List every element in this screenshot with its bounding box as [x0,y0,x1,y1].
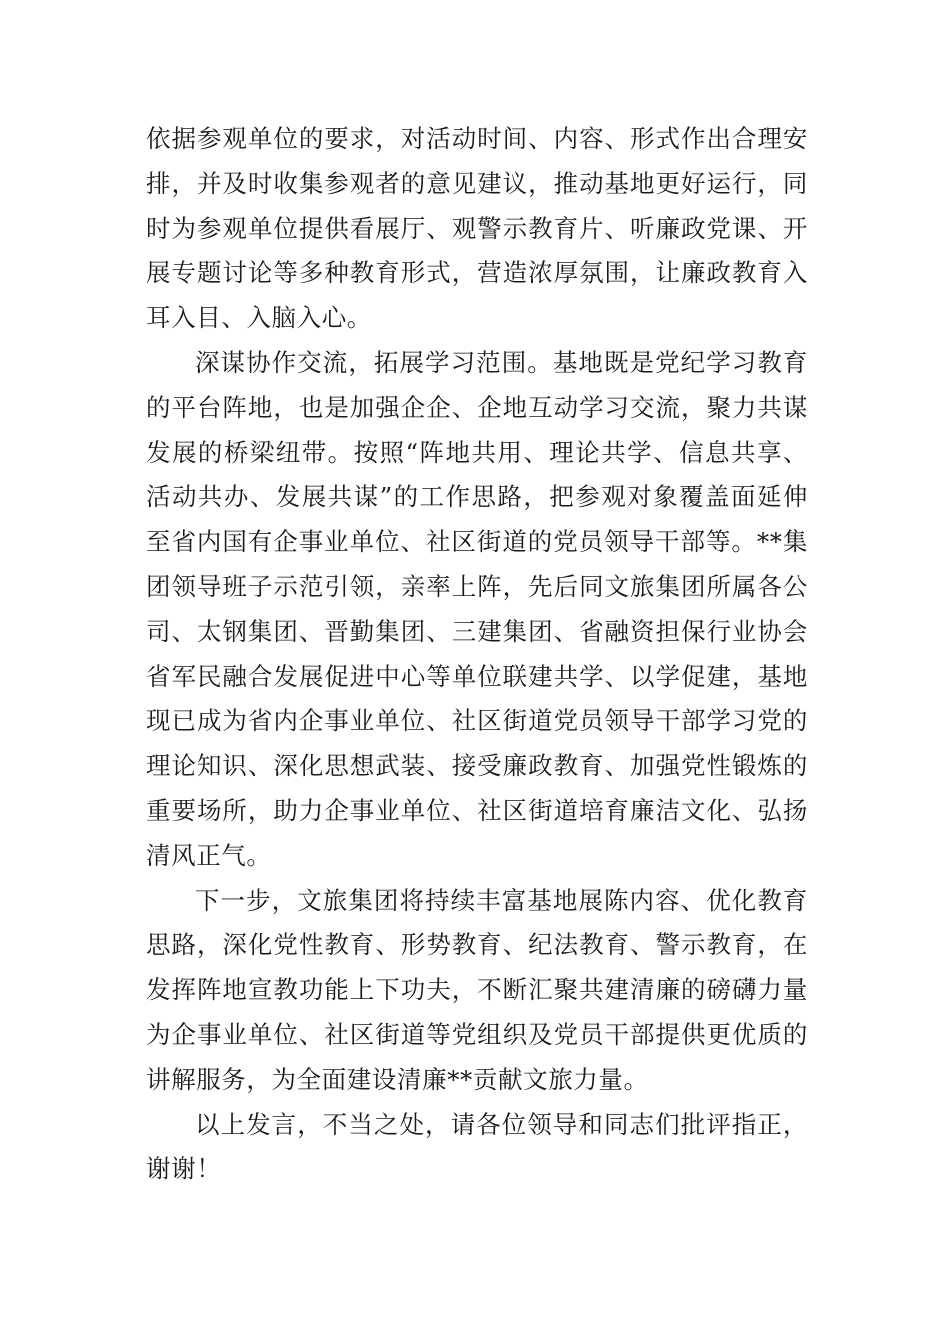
paragraph-1: 依据参观单位的要求，对活动时间、内容、形式作出合理安排，并及时收集参观者的意见建议，推动基地更好运行，同时为参观单位提供看展厅、观警示教育片、听廉政党课、开展专题讨论等多种教育形式，营造浓厚氛围，让廉政教育入耳入目、入脑入心。 [146,124,808,333]
document-body [146,117,808,1192]
paragraph-2: 深谋协作交流，拓展学习范围。基地既是党纪学习教育的平台阵地，也是加强企企、企地互动学习交流，聚力共谋发展的桥梁纽带。按照“阵地共用、理论共学、信息共享、活动共办、发展共谋”的工作思路，把参观对象覆盖面延伸至省内国有企事业单位、社区街道的党员领导干部等。**集团领导班子示范引领，亲率上阵，先后同文旅集团所属各公司、太钢集团、晋勤集团、三建集团、省融资担保行业协会省军民融合发展促进中心等单位联建共学、以学促建，基地现已成为省内企事业单位、社区街道党员领导干部学习党的理论知识、深化思想武装、接受廉政教育、加强党性锻炼的重要场所，助力企事业单位、社区街道培育廉洁文化、弘扬清风正气。 [146,347,808,870]
paragraph-4: 以上发言，不当之处，请各位领导和同志们批评指正，谢谢！ [146,1109,808,1184]
paragraph-3: 下一步，文旅集团将持续丰富基地展陈内容、优化教育思路，深化党性教育、形势教育、纪法教育、警示教育，在发挥阵地宣教功能上下功夫，不断汇聚共建清廉的磅礴力量为企事业单位、社区街道等党组织及党员干部提供更优质的讲解服务，为全面建设清廉**贡献文旅力量。 [146,885,808,1094]
